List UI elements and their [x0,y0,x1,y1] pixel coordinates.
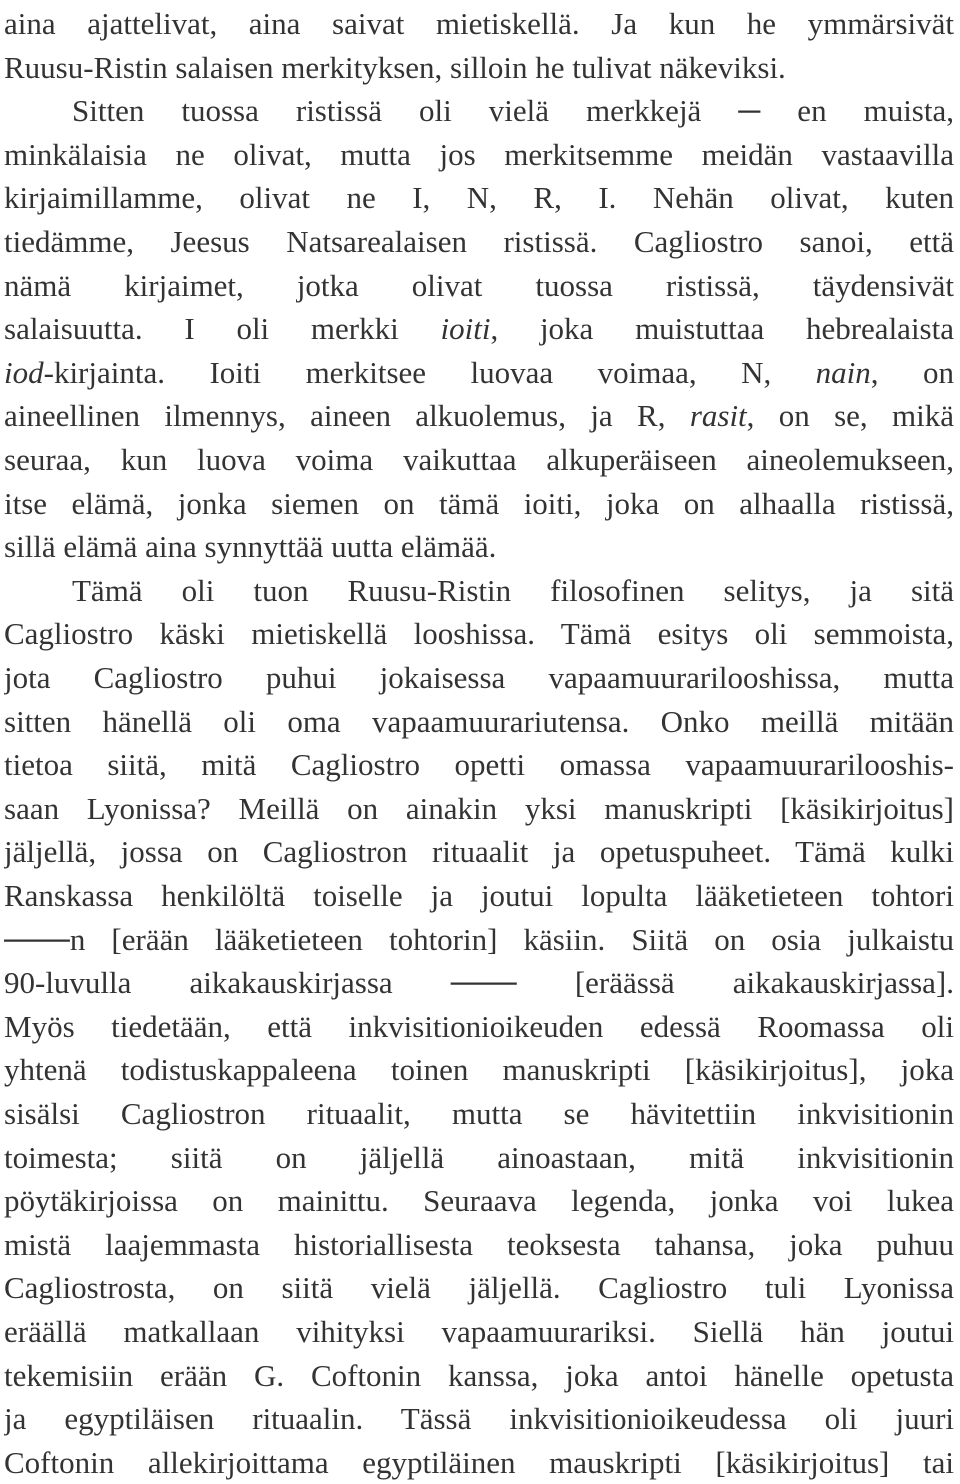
text-segment: toimesta; siitä on jäljellä ainoastaan, mitä inkvisitionin [4,1139,954,1175]
text-segment: pöytäkirjoissa on mainittu. Seuraava legenda, jonka voi lukea [4,1183,954,1219]
text-segment: ja egyptiläisen rituaalin. Tässä inkvisitionioikeudessa oli juuri [4,1401,954,1437]
text-line [4,569,954,613]
text-segment: aineellinen ilmennys, aineen alkuolemus, ja R, [4,398,690,434]
text-segment: Cagliostrosta, on siitä vielä jäljellä. Cagliostro tuli Lyonissa [4,1270,954,1306]
text-line [4,1397,954,1441]
text-segment: ───n [erään lääketieteen tohtorin] käsiin. Siitä on osia julkaistu [4,921,954,957]
text-line [4,220,954,264]
text-line [4,961,954,1005]
text-segment: Sitten tuossa ristissä oli vielä merkkejä ─ en muista, [72,93,954,129]
italic-term: ioiti [440,311,491,347]
text-segment: Coftonin allekirjoittama egyptiläinen mauskripti [käsikirjoitus] tai [4,1444,954,1480]
text-segment: , on se, mikä [746,398,954,434]
text-segment: yhtenä todistuskappaleena toinen manuskripti [käsikirjoitus], joka [4,1052,954,1088]
text-segment: sisälsi Cagliostron rituaalit, mutta se hävitettiin inkvisitionin [4,1096,954,1131]
text-segment: sitten hänellä oli oma vapaamuurariutensa. Onko meillä mitään [4,703,954,739]
text-line [4,1223,954,1267]
text-segment: jäljellä, jossa on Cagliostron rituaalit ja opetuspuheet. Tämä kulki [4,834,954,870]
text-segment: Myös tiedetään, että inkvisitionioikeuden edessä Roomassa oli [4,1008,954,1044]
text-segment: aina ajattelivat, aina saivat mietiskellä. Ja kun he ymmärsivät [4,6,954,41]
text-segment: salaisuutta. I oli merkki [4,311,441,347]
text-line [4,1136,954,1180]
text-line [4,700,954,744]
text-line [4,46,954,90]
text-line [4,874,954,918]
text-line [4,482,954,526]
text-segment: jota Cagliostro puhui jokaisessa vapaamuurarilooshissa, mutta [4,660,954,695]
text-segment: kirjaimillamme, olivat ne I, N, R, I. Nehän olivat, kuten [4,180,954,216]
text-line [4,1310,954,1354]
text-segment: seuraa, kun luova voima vaikuttaa alkuperäiseen aineolemukseen, [4,442,954,477]
text-line [4,1005,954,1049]
text-line [4,438,954,482]
text-segment: nämä kirjaimet, jotka olivat tuossa ristissä, täydensivät [4,267,954,303]
text-line [4,394,954,438]
text-line [4,2,954,46]
text-line [4,918,954,962]
text-line [4,787,954,831]
text-segment: , on [870,354,954,390]
text-line [4,743,954,787]
text-segment: -kirjainta. Ioiti merkitsee luovaa voimaa, N, [43,354,816,390]
text-segment: itse elämä, jonka siemen on tämä ioiti, joka on alhaalla ristissä, [4,485,954,521]
text-segment: mistä laajemmasta historiallisesta teoksesta tahansa, joka puhuu [4,1226,954,1262]
text-line [4,1266,954,1310]
text-segment: 90-luvulla aikakauskirjassa ─── [eräässä aikakauskirjassa]. [4,965,954,1001]
text-line [4,351,954,395]
text-segment: eräällä matkallaan vihityksi vapaamuurariksi. Siellä hän joutui [4,1314,954,1349]
text-line [4,1179,954,1223]
text-line [4,89,954,133]
text-line [4,830,954,874]
text-line [4,176,954,220]
text-line [4,1441,954,1484]
text-line [4,133,954,177]
text-segment: minkälaisia ne olivat, mutta jos merkitsemme meidän vastaavilla [4,136,954,172]
text-line [4,1092,954,1136]
text-line [4,264,954,308]
italic-term: nain [815,354,871,390]
text-line [4,1048,954,1092]
text-line [4,656,954,700]
text-segment: tekemisiin erään G. Coftonin kanssa, joka antoi hänelle opetusta [4,1357,954,1393]
text-line [4,1354,954,1398]
text-segment: Cagliostro käski mietiskellä looshissa. Tämä esitys oli semmoista, [4,616,954,652]
text-segment: tietoa siitä, mitä Cagliostro opetti omassa vapaamuurarilooshis- [4,747,954,783]
italic-term: rasit [689,398,747,434]
text-segment: tiedämme, Jeesus Natsarealaisen ristissä. Cagliostro sanoi, että [4,224,954,259]
text-segment: Tämä oli tuon Ruusu-Ristin filosofinen selitys, ja sitä [72,572,954,608]
text-line [4,612,954,656]
text-segment: sillä elämä aina synnyttää uutta elämää. [4,529,497,565]
text-segment: , joka muistuttaa hebrealaista [490,311,954,347]
text-line [4,525,954,569]
text-segment: saan Lyonissa? Meillä on ainakin yksi manuskripti [käsikirjoitus] [4,790,954,826]
text-segment: Ranskassa henkilöltä toiselle ja joutui lopulta lääketieteen tohtori [4,878,954,913]
text-line [4,307,954,351]
italic-term: iod [4,354,44,390]
text-segment: Ruusu-Ristin salaisen merkityksen, silloin he tulivat näkeviksi. [4,49,786,85]
